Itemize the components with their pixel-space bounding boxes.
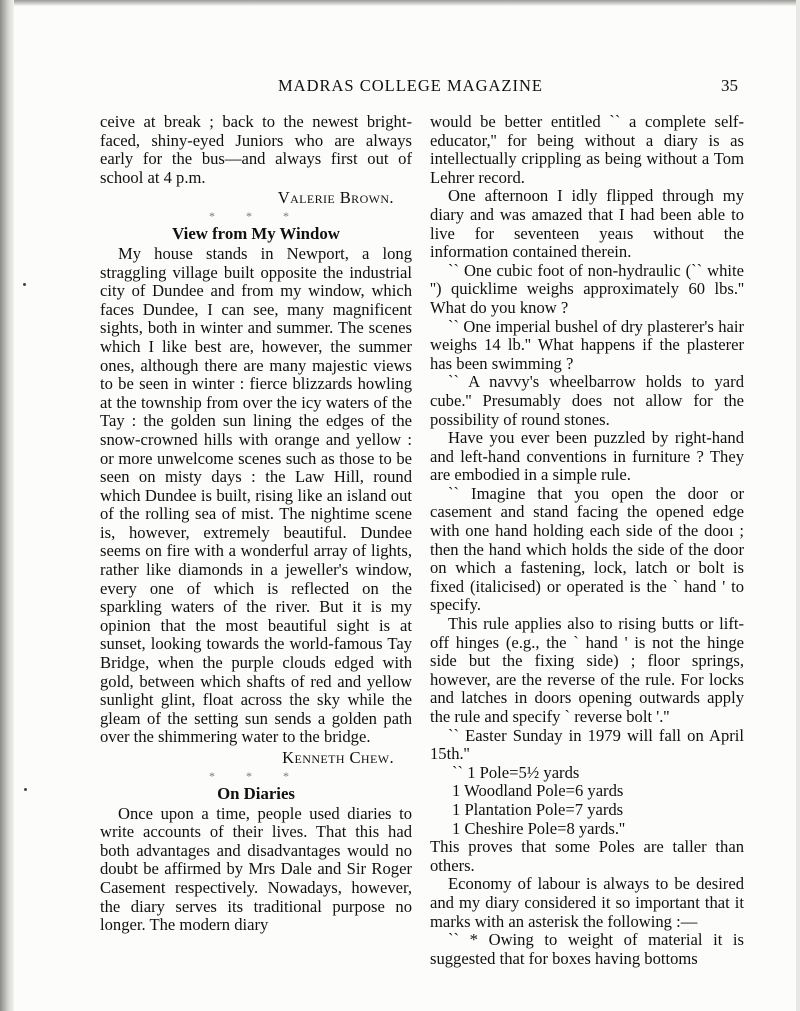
running-header xyxy=(98,76,738,100)
measure-line: `` 1 Pole=5½ yards xyxy=(452,762,580,782)
article-paragraph: My house stands in Newport, a long straggling village built opposite the industrial city of Dundee and from my window, which faces Dundee, I can see, many magnificent sights, both in winter and summer. The scenes which I like best are, however, the summer ones, although there are many majestic views to be seen in winter : fierce blizzards howling at the township from over the icy waters of the Tay : the golden sun lining the edges of the snow-crowned hills with orange and yellow : or more unwelcome scenes such as those to be seen on misty days : the Law Hill, round which Dundee is built, rising like an island out of the rolling sea of mist. The nightime scene is, however, extremely beautiful. Dundee seems on fire with a wonderful array of lights, rather like diamonds in a jeweller's window, every one of which is reflected on the sparkling waters of the river. But it is my opinion that the most beautiful sight is at sunset, looking towards the world-famous Tay Bridge, when the purple clouds edged with gold, between which shafts of red and yellow sunlight glint, float across the sky while the gleam of the setting sun sends a golden path over the shimmering water to the bridge. xyxy=(100,243,412,747)
page-top-edge xyxy=(14,0,800,6)
page-binding-edge xyxy=(0,0,14,1011)
magazine-title: MADRAS COLLEGE MAGAZINE xyxy=(278,76,543,95)
article-paragraph: Once upon a time, people used diaries to write accounts of their lives. That this had both advantages and disadvantages would no doubt be affirmed by Mrs Dale and Sir Roger Casement respectively. Nowadays, however, the diary serves its traditional purpose no longer. The modern diary xyxy=(100,803,412,935)
article-paragraph: This proves that some Poles are taller than others. xyxy=(430,837,744,875)
scan-speck xyxy=(24,788,27,791)
article-heading: View from My Window xyxy=(172,223,340,243)
page-right-edge xyxy=(796,0,800,1011)
measure-line: 1 Plantation Pole=7 yards xyxy=(452,799,624,819)
section-divider: * * * xyxy=(209,208,303,223)
measure-line: 1 Woodland Pole=6 yards xyxy=(452,781,624,801)
section-divider: * * * xyxy=(209,768,303,783)
quoted-paragraph: `` Imagine that you open the door or casement and stand facing the opened edge with one hand holding each side of the dooı ; then the hand which holds the side of the door on which a fastening, lock, latch or bolt is fixed (italicised) or operated is the ` hand ' to specify. xyxy=(430,483,744,615)
article-paragraph: Economy of labour is always to be desired and my diary considered it so important that it marks with an asterisk the following :— xyxy=(430,874,744,931)
right-column xyxy=(430,113,744,968)
continued-paragraph: ceive at break ; back to the newest bright-faced, shiny-eyed Juniors who are always early for the bus—and always first out of school at 4 p.m. xyxy=(100,112,412,187)
article-paragraph: Have you ever been puzzled by right-hand and left-hand conventions in furniture ? They are embodied in a simple rule. xyxy=(430,428,744,485)
article-paragraph: One afternoon I idly flipped through my diary and was amazed that I had been able to live for seventeen yeaıs without the information contained therein. xyxy=(430,186,744,262)
quoted-paragraph: `` A navvy's wheelbarrow holds to yard cube.'' Presumably does not allow for the possibility of round stones. xyxy=(430,372,744,429)
quoted-paragraph: `` Easter Sunday in 1979 will fall on April 15th.'' xyxy=(430,725,744,764)
quoted-paragraph: This rule applies also to rising butts or lift-off hinges (e.g., the ` hand ' is not the hinge side but the fixing side) ; floor springs, however, are the reverse of the rule. For locks and latches in doors opening outwards apply the rule and specify ` reverse bolt '.'' xyxy=(430,614,744,726)
quoted-paragraph: `` * Owing to weight of material it is suggested that for boxes having bottoms xyxy=(430,930,744,968)
measure-line: 1 Cheshire Pole=8 yards.'' xyxy=(452,818,625,838)
author-signature: Valerie Brown. xyxy=(277,188,394,208)
scan-speck xyxy=(23,283,26,286)
author-signature: Kenneth Chew. xyxy=(282,748,394,767)
page-number: 35 xyxy=(721,76,738,95)
article-paragraph: would be better entitled `` a complete self-educator,'' for being without a diary is as intellectually crippling as being without a Tom Lehrer record. xyxy=(430,112,744,187)
article-heading: On Diaries xyxy=(217,783,295,803)
quoted-paragraph: `` One cubic foot of non-hydraulic (`` white '') quicklime weighs approximately 60 lbs.'' What do you know ? xyxy=(430,260,744,317)
left-column xyxy=(100,113,412,935)
quoted-paragraph: `` One imperial bushel of dry plasterer's hair weighs 14 lb.'' What happens if the plasterer has been swimming ? xyxy=(430,316,744,373)
